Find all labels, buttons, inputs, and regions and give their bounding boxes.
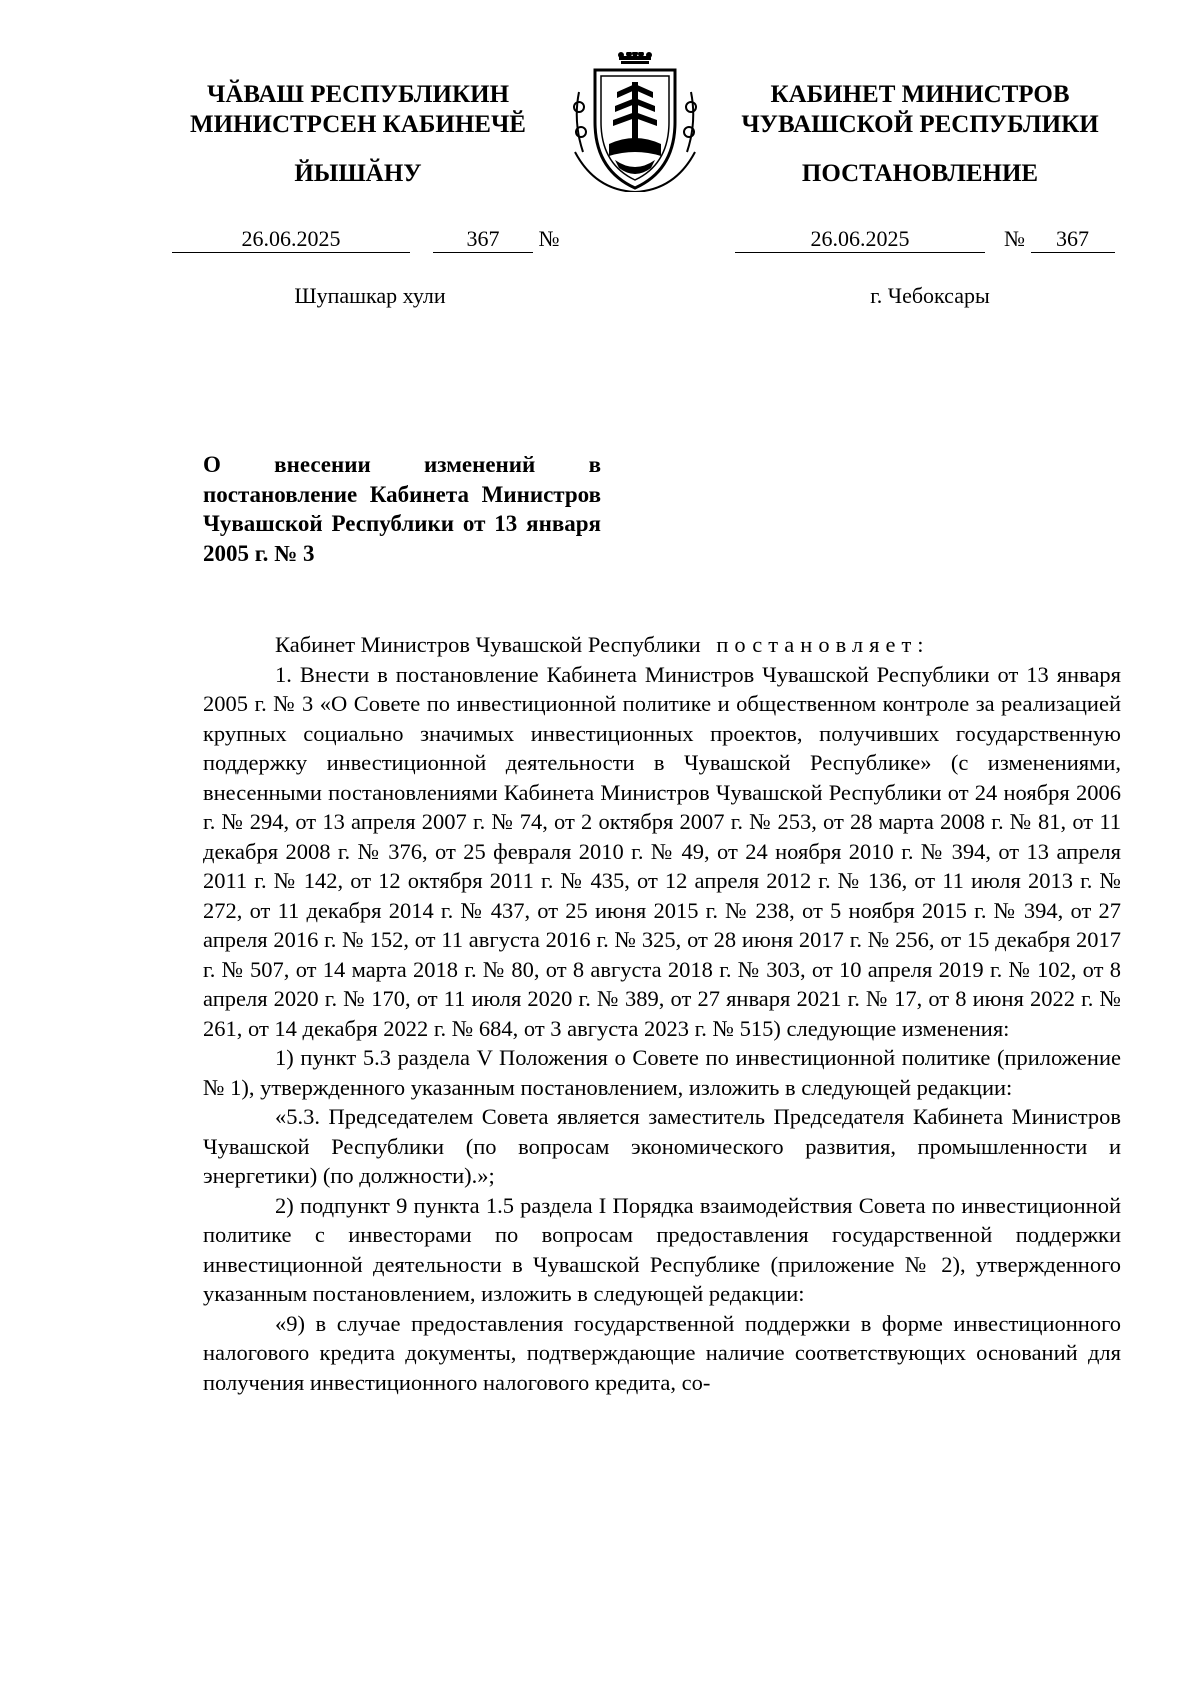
russian-doc-type: ПОСТАНОВЛЕНИЕ bbox=[801, 160, 1039, 187]
city-russian: г. Чебоксары bbox=[870, 283, 990, 308]
right-registration bbox=[735, 226, 1115, 252]
paragraph-2: 1) пункт 5.3 раздела V Положения о Совете по инвестиционной политике (приложение № 1), утвержденного указанным постановлением, изложить в следующей редакции: bbox=[203, 1045, 1121, 1100]
russian-org-line2: ЧУВАШСКОЙ РЕСПУБЛИКИ bbox=[741, 111, 1099, 138]
left-registration bbox=[172, 226, 560, 252]
paragraph-4: 2) подпункт 9 пункта 1.5 раздела I Порядка взаимодействия Совета по инвестиционной политике с инвесторами по вопросам предоставления государственной поддержки инвестиционной деятельности в Чувашской Республике (приложение № 2), утвержденного указанным постановлением, изложить в следующей редакции: bbox=[203, 1192, 1121, 1306]
preamble-subject: Кабинет Министров Чувашской Республики bbox=[275, 632, 701, 657]
right-number: 367 bbox=[1031, 226, 1115, 253]
right-number-sign: № bbox=[1004, 226, 1025, 251]
left-number: 367 bbox=[433, 226, 533, 253]
paragraph-1: 1. Внести в постановление Кабинета Министров Чувашской Республики от 13 января 2005 г. № 3 «О Совете по инвестиционной политике и общественном контроле за реализацией крупных социально значимых инвестиционных проектов, получивших государственную поддержку инвестиционной деятельности в Чувашской Республике» (с изменениями, внесенными постановлениями Кабинета Министров Чувашской Республики от 24 ноября 2006 г. № 294, от 13 апреля 2007 г. № 74, от 2 октября 2007 г. № 253, от 28 марта 2008 г. № 81, от 11 декабря 2008 г. № 376, от 25 февраля 2010 г. № 49, от 24 ноября 2010 г. № 394, от 13 апреля 2011 г. № 142, от 12 октября 2011 г. № 435, от 12 апреля 2012 г. № 136, от 11 июля 2013 г. № 272, от 11 декабря 2014 г. № 437, от 25 июня 2015 г. № 238, от 5 ноября 2015 г. № 394, от 27 апреля 2016 г. № 152, от 11 августа 2016 г. № 325, от 28 июня 2017 г. № 256, от 15 декабря 2017 г. № 507, от 14 марта 2018 г. № 80, от 8 августа 2018 г. № 303, от 10 апреля 2019 г. № 102, от 8 апреля 2020 г. № 170, от 11 июля 2020 г. № 389, от 27 января 2021 г. № 17, от 8 июня 2022 г. № 261, от 14 декабря 2022 г. № 684, от 3 августа 2023 г. № 515) следующие изменения: bbox=[203, 661, 1121, 1041]
paragraph-5: «9) в случае предоставления государственной поддержки в форме инвестиционного налогового кредита документы, подтверждающие наличие соответствующих оснований для получения инвестиционного налогового кредита, со- bbox=[203, 1310, 1121, 1395]
russian-org-line1: КАБИНЕТ МИНИСТРОВ bbox=[770, 81, 1070, 108]
chuvash-doc-type: ЙЫШӐНУ bbox=[294, 160, 422, 187]
city-chuvash: Шупашкар хули bbox=[294, 283, 446, 308]
left-date: 26.06.2025 bbox=[172, 226, 410, 253]
left-number-sign: № bbox=[538, 226, 560, 251]
chuvash-org-line1: ЧӐВАШ РЕСПУБЛИКИН bbox=[206, 81, 510, 108]
preamble bbox=[203, 630, 1121, 660]
document-body bbox=[203, 630, 1121, 1397]
chuvash-org-name bbox=[158, 80, 558, 140]
chuvash-org-line2: МИНИСТРСЕН КАБИНЕЧӖ bbox=[190, 111, 526, 138]
preamble-verb: постановляет: bbox=[716, 632, 930, 657]
russian-org-name bbox=[720, 80, 1120, 140]
right-date: 26.06.2025 bbox=[735, 226, 985, 253]
coat-of-arms-icon bbox=[565, 52, 705, 192]
document-title: О внесении изменений в постановление Кабинета Министров Чувашской Республики от 13 января 2005 г. № 3 bbox=[203, 452, 601, 566]
paragraph-3: «5.3. Председателем Совета является заместитель Председателя Кабинета Министров Чувашской Республики (по вопросам экономического развития, промышленности и энергетики) (по должности).»; bbox=[203, 1104, 1121, 1188]
